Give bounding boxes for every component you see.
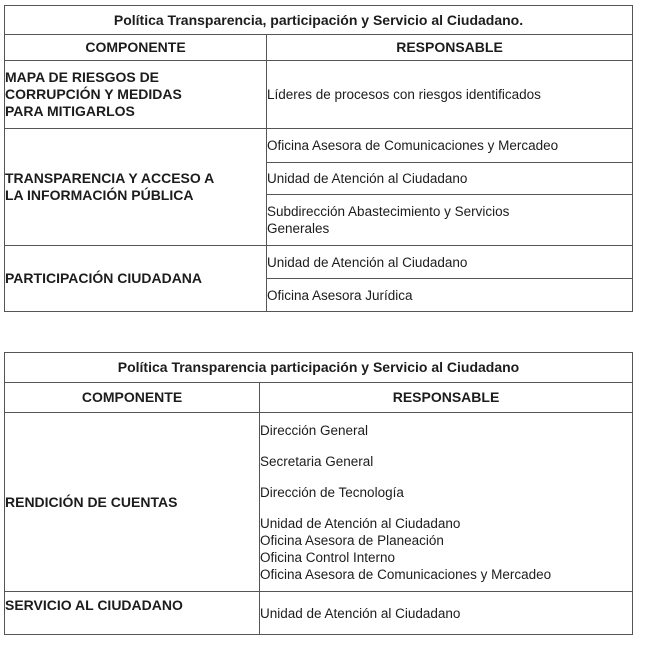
component-cell [5,246,267,312]
component-cell [5,61,267,129]
responsible-line: Dirección de Tecnología [260,484,404,500]
component-cell: RENDICIÓN DE CUENTAS [5,413,260,592]
spacer [260,470,632,484]
responsible-cell: Oficina Asesora Jurídica [267,279,633,312]
component-line: PARTICIPACIÓN CIUDADANA [5,270,203,286]
component-line: MAPA DE RIESGOS DE [5,69,160,85]
responsible-cell: Unidad de Atención al Ciudadano [267,163,633,195]
responsible-cell [267,195,633,246]
responsible-line: Secretaria General [260,453,374,469]
spacer [260,501,632,515]
table-row [5,246,633,279]
responsible-line: Unidad de Atención al Ciudadano [260,515,461,531]
table-title: Política Transparencia participación y Servicio al Ciudadano [5,353,633,383]
responsible-line: Oficina Control Interno [260,549,396,565]
responsible-cell: Líderes de procesos con riesgos identificados [267,61,633,129]
responsible-line: Oficina Asesora de Planeación [260,532,444,548]
table-row [5,592,633,635]
column-header-responsible: RESPONSABLE [260,383,633,413]
component-cell [5,129,267,246]
component-line: CORRUPCIÓN Y MEDIDAS [5,86,182,102]
table-row [5,129,633,163]
component-line: TRANSPARENCIA Y ACCESO A [5,170,215,186]
column-header-component: COMPONENTE [5,383,260,413]
responsible-cell [260,413,633,592]
policy-table-2 [4,352,633,635]
component-line: PARA MITIGARLOS [5,103,135,119]
responsible-cell: Unidad de Atención al Ciudadano [267,246,633,279]
spacer [260,439,632,453]
responsible-line: Subdirección Abastecimiento y Servicios [267,204,510,219]
responsible-line: Oficina Asesora de Comunicaciones y Mercadeo [260,566,552,582]
policy-table-1 [4,5,633,312]
column-header-component: COMPONENTE [5,35,267,61]
component-cell: SERVICIO AL CIUDADANO [5,592,260,635]
responsible-cell: Unidad de Atención al Ciudadano [260,592,633,635]
responsible-cell: Oficina Asesora de Comunicaciones y Mercadeo [267,129,633,163]
responsible-line: Generales [267,221,330,236]
component-line: LA INFORMACIÓN PÚBLICA [5,187,194,203]
responsible-line: Dirección General [260,422,369,438]
table-row [5,61,633,129]
table-title: Política Transparencia, participación y Servicio al Ciudadano. [5,6,633,35]
table-row [5,413,633,592]
column-header-responsible: RESPONSABLE [267,35,633,61]
